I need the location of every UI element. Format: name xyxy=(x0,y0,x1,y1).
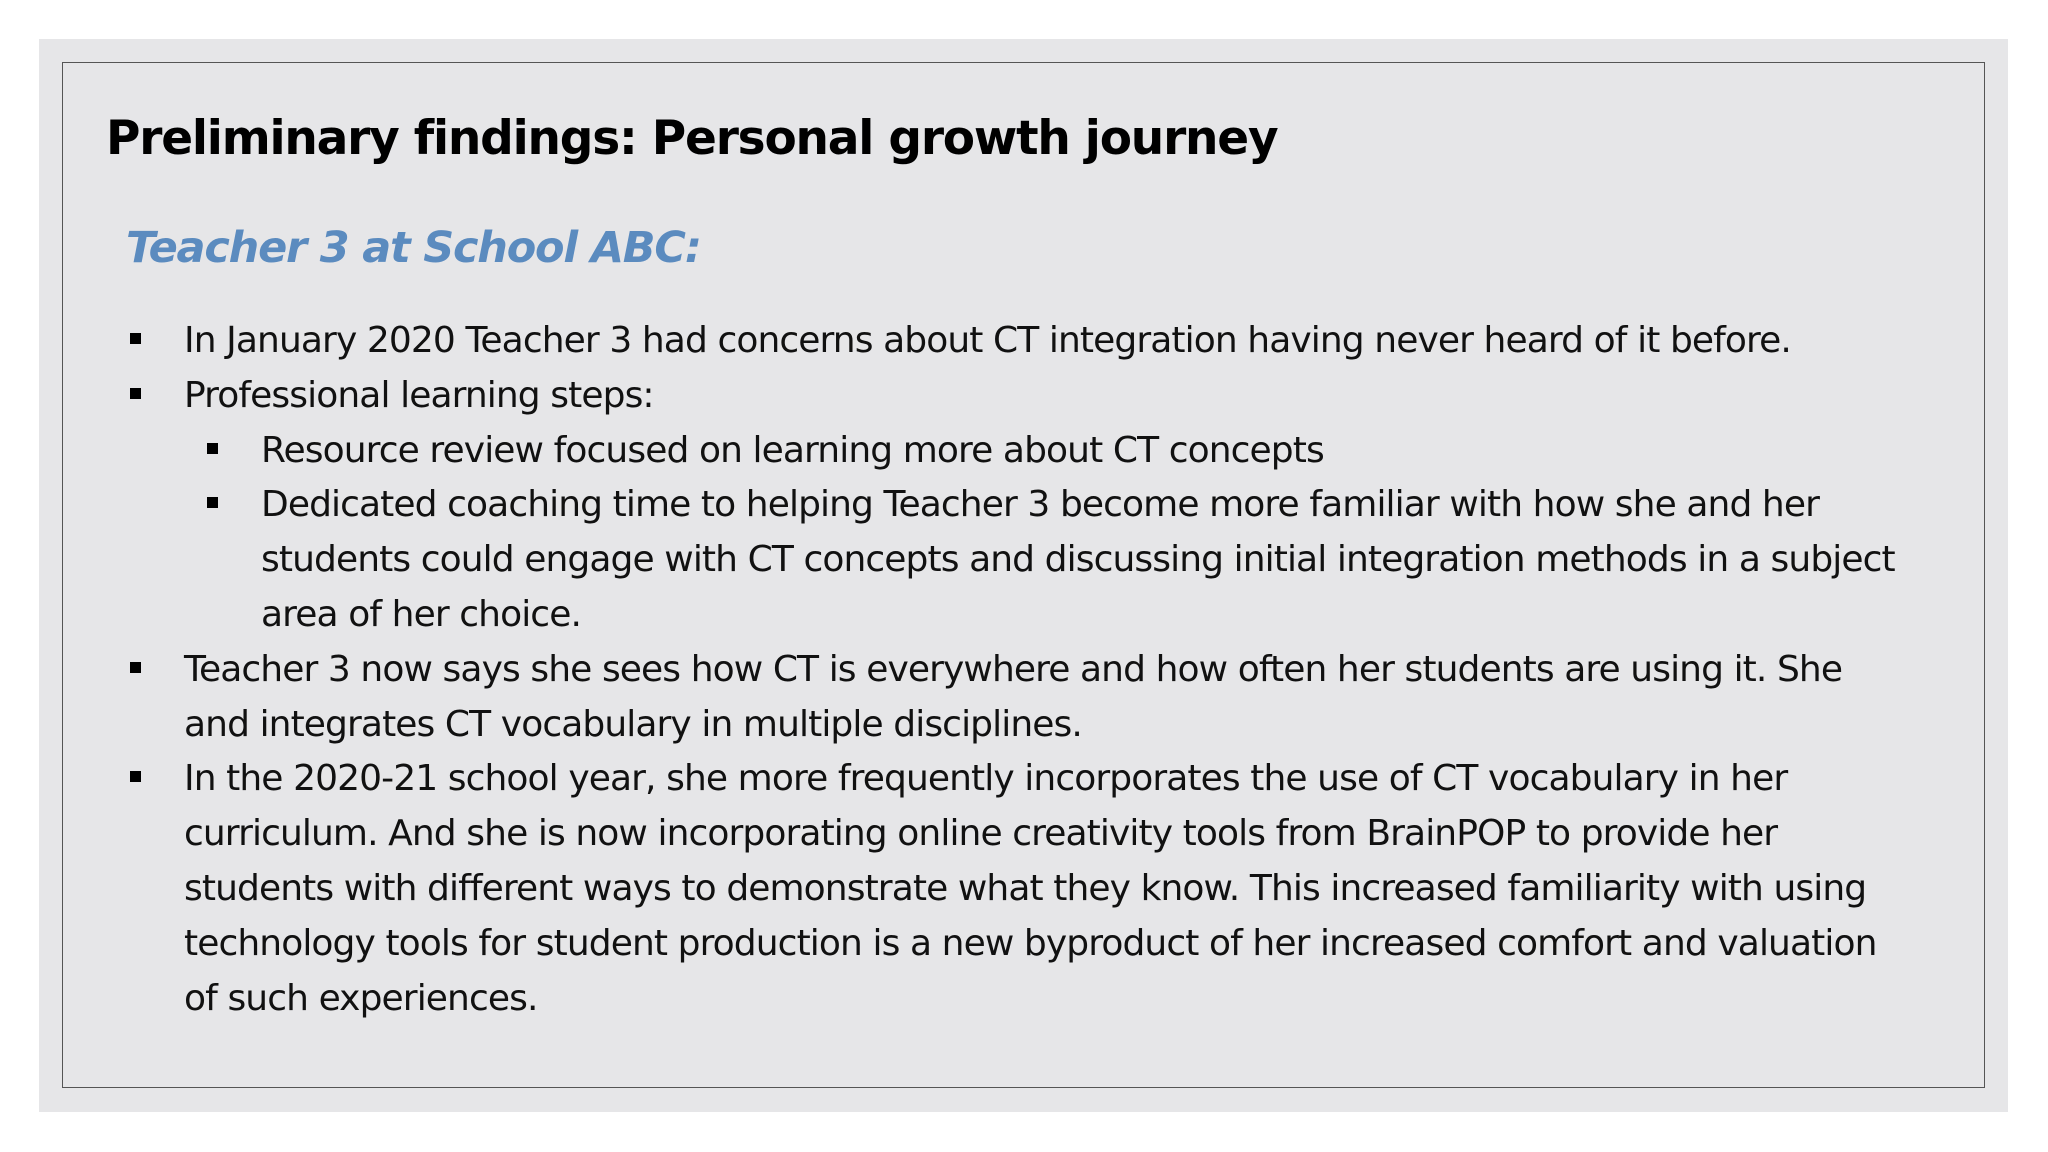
sub-bullet-item xyxy=(126,478,1906,642)
slide-title: Preliminary findings: Personal growth journey xyxy=(106,111,1278,166)
bullet-text: Dedicated coaching time to helping Teacher 3 become more familiar with how she and her students could engage with CT concepts and discussing initial integration methods in a subject area of her choice. xyxy=(261,484,1895,635)
bullet-item xyxy=(126,752,1906,1026)
bullet-list xyxy=(126,314,1906,1026)
sub-bullet-item xyxy=(126,424,1906,479)
bullet-text: Teacher 3 now says she sees how CT is everywhere and how often her students are using it. She and integrates CT vocabulary in multiple disciplines. xyxy=(184,648,1843,745)
bullet-text: In January 2020 Teacher 3 had concerns about CT integration having never heard of it before. xyxy=(184,320,1791,361)
square-bullet-icon xyxy=(130,388,141,399)
bullet-text: In the 2020-21 school year, she more frequently incorporates the use of CT vocabulary in her curriculum. And she is now incorporating online creativity tools from BrainPOP to provide her students with different ways to demonstrate what they know. This increased familiarity with using technology tools for student production is a new byproduct of her increased comfort and valuation of such experiences. xyxy=(184,758,1877,1019)
square-bullet-icon xyxy=(207,443,218,454)
square-bullet-icon xyxy=(130,771,141,782)
bullet-text: Professional learning steps: xyxy=(184,374,654,416)
bullet-text: Resource review focused on learning more about CT concepts xyxy=(261,429,1324,471)
square-bullet-icon xyxy=(130,333,141,344)
square-bullet-icon xyxy=(207,497,218,508)
square-bullet-icon xyxy=(130,662,141,673)
bullet-item xyxy=(126,314,1906,369)
bullet-item xyxy=(126,643,1906,753)
bullet-item xyxy=(126,369,1906,424)
slide-subtitle: Teacher 3 at School ABC: xyxy=(126,223,701,273)
